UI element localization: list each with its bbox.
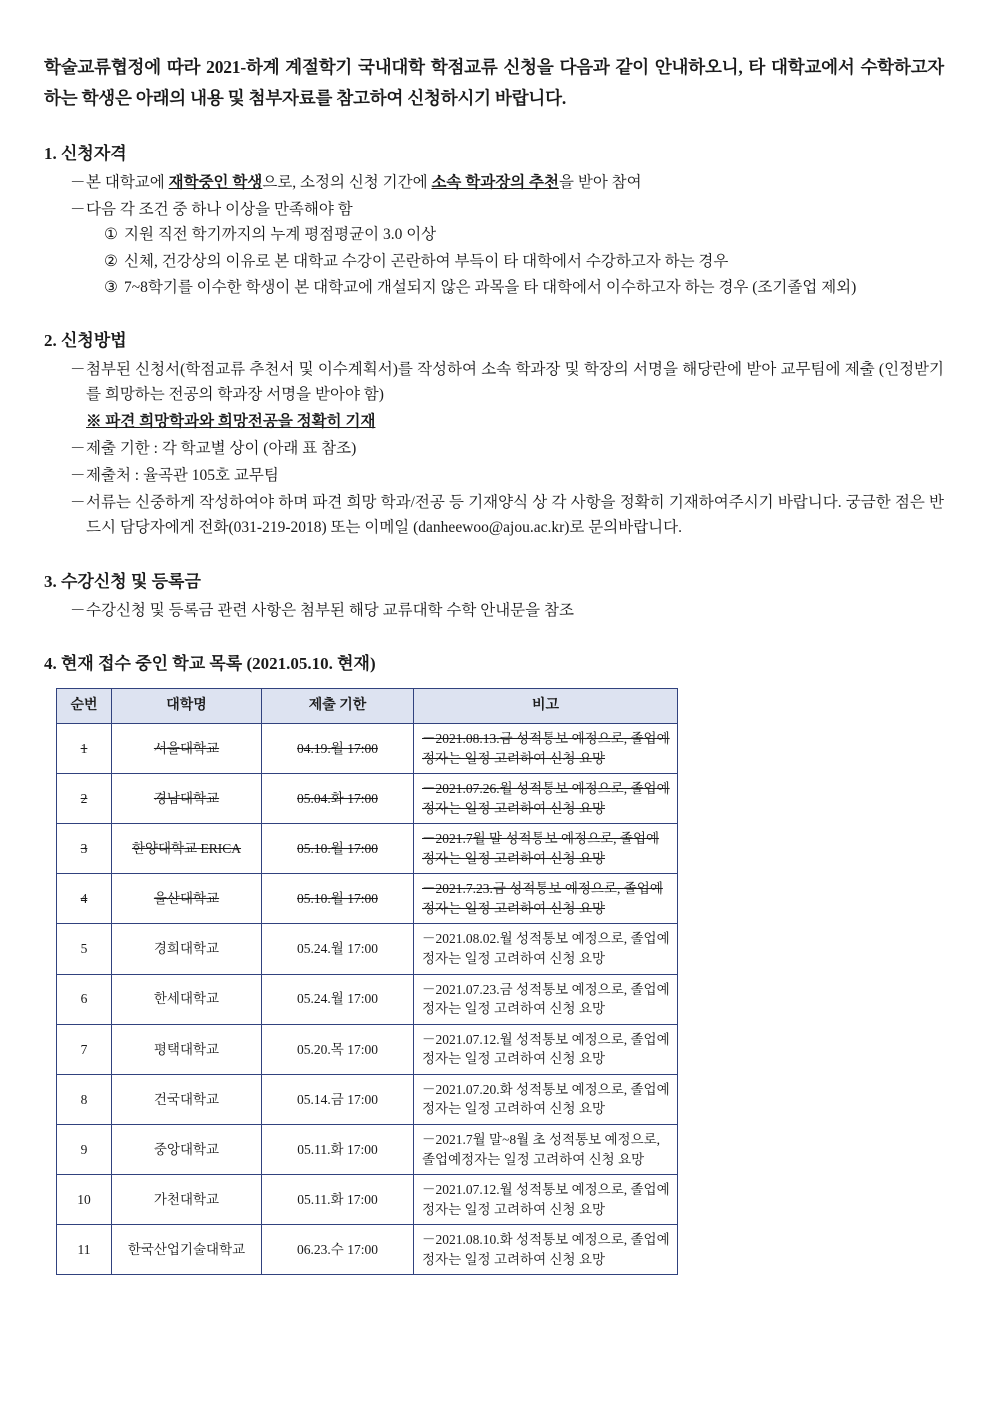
dash-marker: － xyxy=(70,494,86,512)
cell-note: －2021.7.23.금 성적통보 예정으로, 졸업예정자는 일정 고려하여 신청 요망 xyxy=(414,874,678,924)
cell-no: 11 xyxy=(57,1225,112,1275)
application-item-1-text: 첨부된 신청서(학점교류 추천서 및 이수계획서)를 작성하여 소속 학과장 및 학장의 서명을 해당란에 받아 교무팀에 제출 (인정받기를 희망하는 전공의 학과장 서명을 받아야 함) xyxy=(86,360,944,403)
registration-item-1-text: 수강신청 및 등록금 관련 사항은 첨부된 해당 교류대학 수학 안내문을 참조 xyxy=(86,601,574,619)
cell-university: 한양대학교 ERICA xyxy=(112,824,262,874)
application-item-2 xyxy=(70,436,944,461)
cell-university: 한국산업기술대학교 xyxy=(112,1225,262,1275)
cell-no: 4 xyxy=(57,874,112,924)
cell-note: －2021.08.02.월 성적통보 예정으로, 졸업예정자는 일정 고려하여 신청 요망 xyxy=(414,924,678,974)
qualification-item-1-e: 을 받아 참여 xyxy=(559,174,642,192)
table-row xyxy=(57,723,678,773)
intro-paragraph: 학술교류협정에 따라 2021-하계 계절학기 국내대학 학점교류 신청을 다음과 같이 안내하오니, 타 대학교에서 수학하고자 하는 학생은 아래의 내용 및 첨부자료를 참고하여 신청하시기 바랍니다. xyxy=(44,57,944,108)
application-item-3 xyxy=(70,463,944,488)
section-title-qualification: 1. 신청자격 xyxy=(44,144,127,164)
cell-note: －2021.07.20.화 성적통보 예정으로, 졸업예정자는 일정 고려하여 신청 요망 xyxy=(414,1074,678,1124)
cell-no: 5 xyxy=(57,924,112,974)
qualification-item-2 xyxy=(70,197,944,299)
qualification-item-1-b: 재학중인 학생 xyxy=(168,174,263,192)
circled-number-1: ① xyxy=(104,226,118,244)
table-row xyxy=(57,774,678,824)
cell-university: 서울대학교 xyxy=(112,723,262,773)
application-item-note-text: ※ 파견 희망학과와 희망전공을 정확히 기재 xyxy=(86,413,376,431)
cell-note: －2021.08.10.화 성적통보 예정으로, 졸업예정자는 일정 고려하여 신청 요망 xyxy=(414,1225,678,1275)
dash-marker: － xyxy=(70,467,86,485)
table-row xyxy=(57,924,678,974)
qualification-item-1-c: 으로, 소정의 신청 기간에 xyxy=(262,174,432,192)
school-list-table xyxy=(56,688,678,1276)
table-row xyxy=(57,824,678,874)
cell-university: 중앙대학교 xyxy=(112,1124,262,1174)
cell-deadline: 05.24.월 17:00 xyxy=(262,924,414,974)
cell-deadline: 05.04.화 17:00 xyxy=(262,774,414,824)
cell-no: 2 xyxy=(57,774,112,824)
application-item-2-text: 제출 기한 : 각 학교별 상이 (아래 표 참조) xyxy=(86,440,357,458)
cell-no: 8 xyxy=(57,1074,112,1124)
application-item-3-text: 제출처 : 율곡관 105호 교무팀 xyxy=(86,467,279,485)
cell-university: 경희대학교 xyxy=(112,924,262,974)
table-header-deadline: 제출 기한 xyxy=(262,688,414,723)
registration-item-1 xyxy=(70,598,944,623)
table-row xyxy=(57,1175,678,1225)
dash-marker: － xyxy=(70,360,86,378)
qualification-item-1-a: 본 대학교에 xyxy=(86,174,169,192)
qualification-subitem-3-text: 7~8학기를 이수한 학생이 본 대학교에 개설되지 않은 과목을 타 대학에서 이수하고자 하는 경우 (조기졸업 제외) xyxy=(124,278,857,296)
dash-marker: － xyxy=(70,601,86,619)
section-application-method xyxy=(44,326,944,541)
cell-university: 울산대학교 xyxy=(112,874,262,924)
table-row xyxy=(57,1225,678,1275)
dash-marker: － xyxy=(70,440,86,458)
cell-note: －2021.7월 말 성적통보 예정으로, 졸업예정자는 일정 고려하여 신청 요망 xyxy=(414,824,678,874)
cell-note: －2021.08.13.금 성적통보 예정으로, 졸업예정자는 일정 고려하여 신청 요망 xyxy=(414,723,678,773)
cell-university: 한세대학교 xyxy=(112,974,262,1024)
cell-no: 3 xyxy=(57,824,112,874)
qualification-item-1 xyxy=(70,170,944,195)
cell-university: 평택대학교 xyxy=(112,1024,262,1074)
qualification-subitem-2 xyxy=(104,249,944,274)
table-header-university: 대학명 xyxy=(112,688,262,723)
cell-university: 건국대학교 xyxy=(112,1074,262,1124)
table-header-row xyxy=(57,688,678,723)
cell-note: －2021.07.12.월 성적통보 예정으로, 졸업예정자는 일정 고려하여 신청 요망 xyxy=(414,1175,678,1225)
section-school-list xyxy=(44,649,944,1276)
table-row xyxy=(57,1024,678,1074)
table-header-note: 비고 xyxy=(414,688,678,723)
qualification-subitem-1-text: 지원 직전 학기까지의 누계 평점평균이 3.0 이상 xyxy=(124,226,437,244)
qualification-subitem-1 xyxy=(104,222,944,247)
table-row xyxy=(57,1074,678,1124)
table-row xyxy=(57,974,678,1024)
table-header xyxy=(57,688,678,723)
cell-note: －2021.07.26.월 성적통보 예정으로, 졸업예정자는 일정 고려하여 신청 요망 xyxy=(414,774,678,824)
cell-note: －2021.07.12.월 성적통보 예정으로, 졸업예정자는 일정 고려하여 신청 요망 xyxy=(414,1024,678,1074)
application-method-list xyxy=(44,357,944,541)
section-title-application-method: 2. 신청방법 xyxy=(44,330,127,350)
cell-deadline: 06.23.수 17:00 xyxy=(262,1225,414,1275)
qualification-list xyxy=(44,170,944,300)
cell-deadline: 04.19.월 17:00 xyxy=(262,723,414,773)
circled-number-2: ② xyxy=(104,252,118,270)
section-registration-tuition xyxy=(44,567,944,623)
application-item-note xyxy=(70,409,944,434)
cell-note: －2021.07.23.금 성적통보 예정으로, 졸업예정자는 일정 고려하여 신청 요망 xyxy=(414,974,678,1024)
cell-deadline: 05.10.월 17:00 xyxy=(262,874,414,924)
cell-deadline: 05.11.화 17:00 xyxy=(262,1124,414,1174)
section-qualification xyxy=(44,139,944,300)
dash-marker: － xyxy=(70,201,86,219)
qualification-subitem-3 xyxy=(104,275,944,300)
registration-list xyxy=(44,598,944,623)
cell-no: 1 xyxy=(57,723,112,773)
qualification-item-1-d: 소속 학과장의 추천 xyxy=(431,174,559,192)
cell-no: 6 xyxy=(57,974,112,1024)
cell-deadline: 05.14.금 17:00 xyxy=(262,1074,414,1124)
circled-number-3: ③ xyxy=(104,278,118,296)
qualification-sublist xyxy=(86,222,944,299)
table-header-no: 순번 xyxy=(57,688,112,723)
cell-no: 9 xyxy=(57,1124,112,1174)
table-row xyxy=(57,1124,678,1174)
cell-deadline: 05.11.화 17:00 xyxy=(262,1175,414,1225)
cell-deadline: 05.20.목 17:00 xyxy=(262,1024,414,1074)
application-item-4 xyxy=(70,490,944,540)
qualification-subitem-2-text: 신체, 건강상의 이유로 본 대학교 수강이 곤란하여 부득이 타 대학에서 수강하고자 하는 경우 xyxy=(124,252,729,270)
application-item-4-text: 서류는 신중하게 작성하여야 하며 파견 희망 학과/전공 등 기재양식 상 각 사항을 정확히 기재하여주시기 바랍니다. 궁금한 점은 반드시 담당자에게 전화(031-219-2018) 또는 이메일 (danheewoo@ajou.ac.kr)로 문의바랍니다. xyxy=(86,494,944,537)
section-title-school-list: 4. 현재 접수 중인 학교 목록 (2021.05.10. 현재) xyxy=(44,653,376,673)
table-body xyxy=(57,723,678,1274)
cell-university: 가천대학교 xyxy=(112,1175,262,1225)
cell-note: －2021.7월 말~8월 초 성적통보 예정으로, 졸업예정자는 일정 고려하여 신청 요망 xyxy=(414,1124,678,1174)
qualification-item-2-text: 다음 각 조건 중 하나 이상을 만족해야 함 xyxy=(86,201,353,219)
table-row xyxy=(57,874,678,924)
dash-marker: － xyxy=(70,174,86,192)
section-title-registration-tuition: 3. 수강신청 및 등록금 xyxy=(44,571,201,591)
application-item-1 xyxy=(70,357,944,407)
cell-no: 7 xyxy=(57,1024,112,1074)
cell-deadline: 05.24.월 17:00 xyxy=(262,974,414,1024)
cell-no: 10 xyxy=(57,1175,112,1225)
cell-university: 경남대학교 xyxy=(112,774,262,824)
cell-deadline: 05.10.월 17:00 xyxy=(262,824,414,874)
